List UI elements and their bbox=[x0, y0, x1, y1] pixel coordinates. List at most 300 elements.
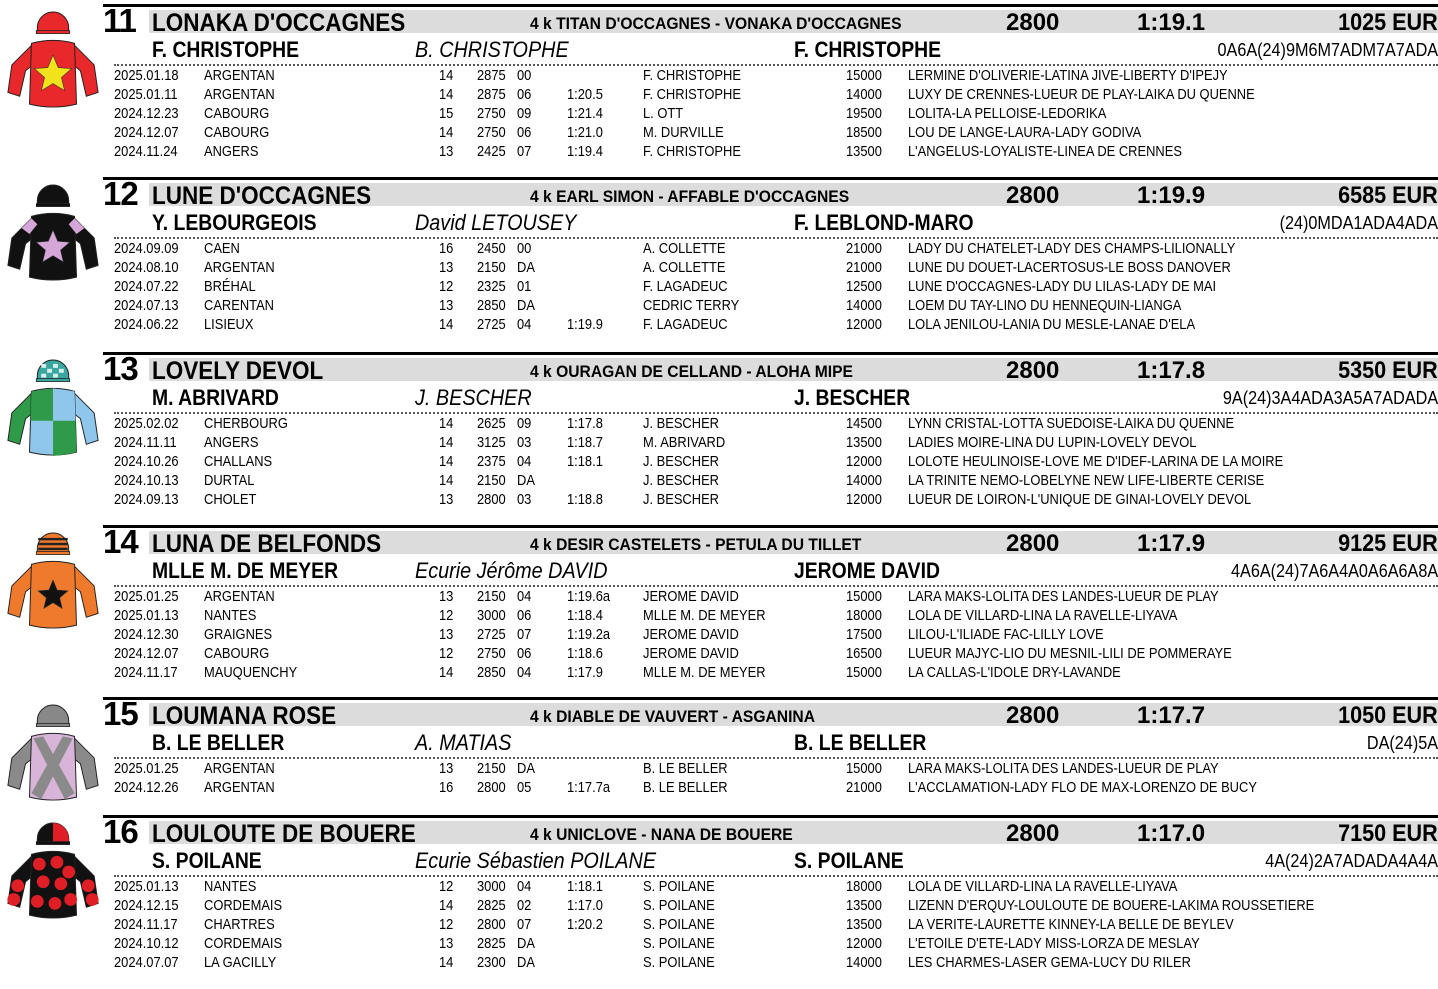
connections-row bbox=[0, 38, 1438, 64]
perf-date: 2024.12.30 bbox=[114, 625, 179, 643]
perf-time: 1:19.4 bbox=[567, 142, 603, 160]
perf-date: 2025.01.25 bbox=[114, 588, 179, 605]
race-distance: 2800 bbox=[1006, 820, 1060, 847]
perf-date: 2024.12.07 bbox=[114, 644, 179, 662]
perf-place: ARGENTAN bbox=[204, 588, 275, 605]
runner-number: 13 bbox=[103, 350, 138, 387]
perf-jockey: M. ABRIVARD bbox=[643, 433, 726, 451]
perf-placement: 04 bbox=[517, 315, 532, 333]
perf-prize: 15000 bbox=[846, 67, 882, 84]
perf-partants: 12 bbox=[439, 878, 454, 895]
driver-name: S. POILANE bbox=[152, 848, 262, 873]
performance-row bbox=[0, 916, 1438, 935]
perf-distance: 2625 bbox=[477, 415, 506, 432]
perf-date: 2024.11.17 bbox=[114, 915, 178, 933]
perf-distance: 2750 bbox=[477, 104, 506, 122]
perf-place: GRAIGNES bbox=[204, 625, 273, 643]
perf-time: 1:19.6a bbox=[567, 588, 611, 605]
perf-distance: 2725 bbox=[477, 625, 506, 643]
perf-placement: 06 bbox=[517, 606, 532, 624]
perf-tierce: LARA MAKS-LOLITA DES LANDES-LUEUR DE PLAY bbox=[908, 588, 1219, 605]
perf-placement: 07 bbox=[517, 915, 532, 933]
perf-date: 2024.12.23 bbox=[114, 104, 179, 122]
perf-prize: 12000 bbox=[846, 490, 882, 508]
dotted-divider bbox=[114, 875, 1438, 877]
perf-partants: 13 bbox=[439, 258, 454, 276]
perf-distance: 2800 bbox=[477, 915, 506, 933]
runner-number: 11 bbox=[103, 2, 136, 39]
driver-name: B. LE BELLER bbox=[152, 730, 285, 755]
perf-tierce: L'ETOILE D'ETE-LADY MISS-LORZA DE MESLAY bbox=[908, 934, 1200, 952]
perf-place: NANTES bbox=[204, 606, 257, 624]
perf-place: MAUQUENCHY bbox=[204, 663, 298, 681]
perf-place: CORDEMAIS bbox=[204, 934, 283, 952]
earnings: 7150 EUR bbox=[1338, 820, 1438, 847]
perf-distance: 2725 bbox=[477, 315, 506, 333]
owner-name: A. MATIAS bbox=[415, 730, 512, 755]
runner-number: 15 bbox=[103, 695, 138, 732]
perf-partants: 14 bbox=[439, 433, 454, 451]
perf-date: 2025.01.18 bbox=[114, 67, 179, 84]
perf-place: ARGENTAN bbox=[204, 67, 275, 84]
perf-prize: 12000 bbox=[846, 934, 882, 952]
perf-placement: DA bbox=[517, 471, 535, 489]
pedigree: 4 k EARL SIMON - AFFABLE D'OCCAGNES bbox=[530, 187, 850, 206]
perf-date: 2024.12.26 bbox=[114, 778, 179, 796]
runner-number: 16 bbox=[103, 813, 138, 850]
perf-place: ARGENTAN bbox=[204, 778, 275, 796]
perf-placement: 06 bbox=[517, 644, 532, 662]
perf-time: 1:18.1 bbox=[567, 878, 603, 895]
horse-name: LOVELY DEVOL bbox=[152, 357, 324, 385]
perf-tierce: LILOU-L'ILIADE FAC-LILLY LOVE bbox=[908, 625, 1104, 643]
perf-partants: 14 bbox=[439, 452, 454, 470]
perf-distance: 2800 bbox=[477, 778, 506, 796]
perf-partants: 14 bbox=[439, 123, 454, 141]
perf-place: CHERBOURG bbox=[204, 415, 288, 432]
perf-tierce: LOLITA-LA PELLOISE-LEDORIKA bbox=[908, 104, 1107, 122]
dotted-divider bbox=[114, 757, 1438, 759]
perf-jockey: J. BESCHER bbox=[643, 452, 719, 470]
performance-row bbox=[0, 143, 1438, 162]
perf-distance: 2825 bbox=[477, 934, 506, 952]
perf-date: 2025.01.25 bbox=[114, 760, 179, 777]
perf-place: CORDEMAIS bbox=[204, 896, 283, 914]
perf-place: CARENTAN bbox=[204, 296, 275, 314]
pedigree: 4 k DESIR CASTELETS - PETULA DU TILLET bbox=[530, 535, 862, 554]
perf-tierce: LUEUR DE LOIRON-L'UNIQUE DE GINAI-LOVELY DEVOL bbox=[908, 490, 1252, 508]
performance-row bbox=[0, 491, 1438, 510]
perf-placement: 03 bbox=[517, 433, 532, 451]
perf-tierce: LOEM DU TAY-LINO DU HENNEQUIN-LIANGA bbox=[908, 296, 1182, 314]
horse-name: LOULOUTE DE BOUERE bbox=[152, 820, 416, 848]
performance-row bbox=[0, 240, 1438, 259]
perf-place: LA GACILLY bbox=[204, 953, 277, 971]
horse-name: LUNE D'OCCAGNES bbox=[152, 182, 372, 210]
perf-partants: 12 bbox=[439, 277, 454, 295]
performance-row bbox=[0, 316, 1438, 335]
perf-prize: 14000 bbox=[846, 953, 882, 971]
perf-jockey: B. LE BELLER bbox=[643, 778, 728, 796]
perf-tierce: LOLA DE VILLARD-LINA LA RAVELLE-LIYAVA bbox=[908, 878, 1178, 895]
performance-row bbox=[0, 472, 1438, 491]
perf-partants: 14 bbox=[439, 315, 454, 333]
perf-distance: 2150 bbox=[477, 760, 506, 777]
record-time: 1:17.0 bbox=[1137, 820, 1206, 847]
perf-jockey: CEDRIC TERRY bbox=[643, 296, 740, 314]
perf-distance: 2375 bbox=[477, 452, 506, 470]
perf-distance: 2825 bbox=[477, 896, 506, 914]
perf-tierce: L'ACCLAMATION-LADY FLO DE MAX-LORENZO DE BUCY bbox=[908, 778, 1257, 796]
perf-time: 1:19.2a bbox=[567, 625, 611, 643]
perf-tierce: LUXY DE CRENNES-LUEUR DE PLAY-LAIKA DU QUENNE bbox=[908, 85, 1255, 103]
record-time: 1:17.8 bbox=[1137, 357, 1206, 384]
perf-partants: 13 bbox=[439, 296, 454, 314]
owner-name: Ecurie Sébastien POILANE bbox=[415, 848, 657, 873]
perf-place: ARGENTAN bbox=[204, 85, 275, 103]
perf-prize: 14500 bbox=[846, 415, 882, 432]
perf-partants: 16 bbox=[439, 240, 454, 257]
performance-row bbox=[0, 664, 1438, 683]
perf-jockey: S. POILANE bbox=[643, 953, 715, 971]
perf-distance: 2150 bbox=[477, 258, 506, 276]
perf-placement: DA bbox=[517, 296, 535, 314]
perf-tierce: L'ANGELUS-LOYALISTE-LINEA DE CRENNES bbox=[908, 142, 1182, 160]
perf-tierce: LOLA JENILOU-LANIA DU MESLE-LANAE D'ELA bbox=[908, 315, 1196, 333]
perf-distance: 2300 bbox=[477, 953, 506, 971]
perf-place: CABOURG bbox=[204, 123, 270, 141]
perf-time: 1:17.7a bbox=[567, 778, 611, 796]
perf-date: 2025.02.02 bbox=[114, 415, 179, 432]
perf-placement: DA bbox=[517, 934, 535, 952]
perf-jockey: S. POILANE bbox=[643, 878, 715, 895]
perf-placement: 06 bbox=[517, 123, 532, 141]
perf-date: 2024.11.24 bbox=[114, 142, 178, 160]
perf-partants: 14 bbox=[439, 85, 454, 103]
perf-placement: 04 bbox=[517, 588, 532, 605]
perf-place: ARGENTAN bbox=[204, 760, 275, 777]
record-time: 1:17.7 bbox=[1137, 702, 1206, 729]
perf-prize: 13500 bbox=[846, 433, 882, 451]
perf-jockey: M. DURVILLE bbox=[643, 123, 724, 141]
perf-tierce: LOLA DE VILLARD-LINA LA RAVELLE-LIYAVA bbox=[908, 606, 1178, 624]
perf-tierce: LYNN CRISTAL-LOTTA SUEDOISE-LAIKA DU QUENNE bbox=[908, 415, 1235, 432]
perf-date: 2024.07.07 bbox=[114, 953, 179, 971]
performance-list bbox=[0, 240, 1438, 334]
driver-name: F. CHRISTOPHE bbox=[152, 37, 300, 62]
performance-row bbox=[0, 415, 1438, 434]
performance-row bbox=[0, 67, 1438, 86]
perf-date: 2024.06.22 bbox=[114, 315, 179, 333]
earnings: 9125 EUR bbox=[1338, 530, 1438, 557]
performance-row bbox=[0, 278, 1438, 297]
form-string: 4A6A(24)7A6A4A0A6A6A8A bbox=[1230, 561, 1438, 581]
perf-prize: 15000 bbox=[846, 588, 882, 605]
perf-placement: 00 bbox=[517, 240, 532, 257]
driver-name: M. ABRIVARD bbox=[152, 385, 279, 410]
earnings: 1025 EUR bbox=[1338, 9, 1438, 36]
perf-tierce: LARA MAKS-LOLITA DES LANDES-LUEUR DE PLAY bbox=[908, 760, 1219, 777]
perf-time: 1:19.9 bbox=[567, 315, 603, 333]
pedigree: 4 k DIABLE DE VAUVERT - ASGANINA bbox=[530, 707, 816, 726]
perf-date: 2024.10.26 bbox=[114, 452, 179, 470]
silks-cap bbox=[37, 185, 68, 205]
perf-partants: 14 bbox=[439, 67, 454, 84]
perf-tierce: LOU DE LANGE-LAURA-LADY GODIVA bbox=[908, 123, 1142, 141]
perf-prize: 17500 bbox=[846, 625, 882, 643]
perf-partants: 14 bbox=[439, 415, 454, 432]
perf-jockey: J. BESCHER bbox=[643, 471, 719, 489]
perf-place: LISIEUX bbox=[204, 315, 254, 333]
perf-place: CAEN bbox=[204, 240, 240, 257]
header-rule bbox=[103, 815, 1438, 818]
header-rule bbox=[103, 697, 1438, 700]
perf-placement: DA bbox=[517, 760, 535, 777]
perf-partants: 14 bbox=[439, 953, 454, 971]
perf-partants: 13 bbox=[439, 142, 454, 160]
header-rule bbox=[103, 525, 1438, 528]
perf-time: 1:18.8 bbox=[567, 490, 603, 508]
perf-distance: 3000 bbox=[477, 606, 506, 624]
connections-row bbox=[0, 386, 1438, 412]
perf-tierce: LUNE D'OCCAGNES-LADY DU LILAS-LADY DE MAI bbox=[908, 277, 1217, 295]
perf-jockey: F. CHRISTOPHE bbox=[643, 85, 741, 103]
perf-jockey: B. LE BELLER bbox=[643, 760, 728, 777]
perf-jockey: S. POILANE bbox=[643, 915, 715, 933]
form-string: 4A(24)2A7ADADA4A4A bbox=[1265, 851, 1438, 871]
perf-jockey: JEROME DAVID bbox=[643, 588, 739, 605]
perf-time: 1:18.7 bbox=[567, 433, 603, 451]
perf-prize: 15000 bbox=[846, 663, 882, 681]
header-rule bbox=[103, 4, 1438, 7]
perf-place: CHARTRES bbox=[204, 915, 275, 933]
perf-placement: DA bbox=[517, 953, 535, 971]
perf-place: DURTAL bbox=[204, 471, 255, 489]
performance-row bbox=[0, 434, 1438, 453]
perf-partants: 12 bbox=[439, 915, 454, 933]
perf-placement: 04 bbox=[517, 878, 532, 895]
perf-jockey: S. POILANE bbox=[643, 934, 715, 952]
perf-distance: 2450 bbox=[477, 240, 506, 257]
pedigree: 4 k TITAN D'OCCAGNES - VONAKA D'OCCAGNES bbox=[530, 14, 902, 33]
perf-prize: 18000 bbox=[846, 606, 882, 624]
perf-partants: 14 bbox=[439, 471, 454, 489]
pedigree: 4 k UNICLOVE - NANA DE BOUERE bbox=[530, 825, 793, 844]
perf-partants: 14 bbox=[439, 896, 454, 914]
perf-place: ARGENTAN bbox=[204, 258, 275, 276]
perf-place: ANGERS bbox=[204, 433, 259, 451]
perf-time: 1:20.2 bbox=[567, 915, 603, 933]
performance-list bbox=[0, 760, 1438, 798]
perf-place: CHALLANS bbox=[204, 452, 273, 470]
performance-row bbox=[0, 626, 1438, 645]
perf-time: 1:18.6 bbox=[567, 644, 603, 662]
perf-tierce: LADIES MOIRE-LINA DU LUPIN-LOVELY DEVOL bbox=[908, 433, 1197, 451]
perf-place: CHOLET bbox=[204, 490, 257, 508]
trainer-name: JEROME DAVID bbox=[794, 558, 940, 583]
performance-row bbox=[0, 297, 1438, 316]
performance-list bbox=[0, 415, 1438, 509]
perf-tierce: LUEUR MAJYC-LIO DU MESNIL-LILI DE POMMERAYE bbox=[908, 644, 1232, 662]
horse-name: LUNA DE BELFONDS bbox=[152, 530, 382, 558]
perf-date: 2024.11.17 bbox=[114, 663, 178, 681]
perf-prize: 14000 bbox=[846, 296, 882, 314]
perf-placement: 03 bbox=[517, 490, 532, 508]
perf-prize: 13500 bbox=[846, 915, 882, 933]
perf-distance: 2750 bbox=[477, 644, 506, 662]
performance-row bbox=[0, 453, 1438, 472]
perf-jockey: F. CHRISTOPHE bbox=[643, 142, 741, 160]
perf-date: 2024.08.10 bbox=[114, 258, 179, 276]
perf-distance: 2850 bbox=[477, 296, 506, 314]
perf-jockey: JEROME DAVID bbox=[643, 625, 739, 643]
perf-placement: 02 bbox=[517, 896, 532, 914]
perf-prize: 13500 bbox=[846, 896, 882, 914]
trainer-name: F. CHRISTOPHE bbox=[794, 37, 942, 62]
perf-distance: 3125 bbox=[477, 433, 506, 451]
perf-jockey: MLLE M. DE MEYER bbox=[643, 663, 766, 681]
perf-jockey: JEROME DAVID bbox=[643, 644, 739, 662]
connections-row bbox=[0, 211, 1438, 237]
race-distance: 2800 bbox=[1006, 357, 1060, 384]
perf-distance: 2875 bbox=[477, 67, 506, 84]
perf-distance: 3000 bbox=[477, 878, 506, 895]
perf-date: 2024.10.13 bbox=[114, 471, 179, 489]
runner-number: 12 bbox=[103, 175, 138, 212]
driver-name: MLLE M. DE MEYER bbox=[152, 558, 339, 583]
perf-distance: 2875 bbox=[477, 85, 506, 103]
perf-jockey: A. COLLETTE bbox=[643, 258, 726, 276]
perf-jockey: L. OTT bbox=[643, 104, 684, 122]
perf-jockey: F. LAGADEUC bbox=[643, 277, 728, 295]
dotted-divider bbox=[114, 412, 1438, 414]
perf-partants: 13 bbox=[439, 760, 454, 777]
perf-partants: 16 bbox=[439, 778, 454, 796]
performance-row bbox=[0, 760, 1438, 779]
performance-row bbox=[0, 105, 1438, 124]
perf-placement: 06 bbox=[517, 85, 532, 103]
race-distance: 2800 bbox=[1006, 530, 1060, 557]
perf-place: CABOURG bbox=[204, 104, 270, 122]
trainer-name: S. POILANE bbox=[794, 848, 904, 873]
performance-row bbox=[0, 259, 1438, 278]
perf-prize: 21000 bbox=[846, 258, 882, 276]
perf-tierce: LUNE DU DOUET-LACERTOSUS-LE BOSS DANOVER bbox=[908, 258, 1231, 276]
perf-placement: 04 bbox=[517, 452, 532, 470]
perf-time: 1:18.1 bbox=[567, 452, 603, 470]
perf-date: 2025.01.13 bbox=[114, 606, 179, 624]
perf-time: 1:20.5 bbox=[567, 85, 603, 103]
perf-tierce: LIZENN D'ERQUY-LOULOUTE DE BOUERE-LAKIMA ROUSSETIERE bbox=[908, 896, 1315, 914]
perf-tierce: LA VERITE-LAURETTE KINNEY-LA BELLE DE BEYLEV bbox=[908, 915, 1234, 933]
perf-prize: 21000 bbox=[846, 240, 882, 257]
owner-name: Ecurie Jérôme DAVID bbox=[415, 558, 608, 583]
performance-row bbox=[0, 645, 1438, 664]
perf-date: 2024.09.09 bbox=[114, 240, 179, 257]
perf-prize: 14000 bbox=[846, 85, 882, 103]
perf-tierce: LES CHARMES-LASER GEMA-LUCY DU RILER bbox=[908, 953, 1191, 971]
perf-prize: 21000 bbox=[846, 778, 882, 796]
performance-row bbox=[0, 607, 1438, 626]
perf-prize: 12000 bbox=[846, 452, 882, 470]
performance-row bbox=[0, 124, 1438, 143]
perf-date: 2025.01.13 bbox=[114, 878, 179, 895]
perf-distance: 2850 bbox=[477, 663, 506, 681]
perf-placement: 01 bbox=[517, 277, 532, 295]
perf-distance: 2425 bbox=[477, 142, 506, 160]
performance-list bbox=[0, 588, 1438, 682]
perf-prize: 18000 bbox=[846, 878, 882, 895]
perf-jockey: S. POILANE bbox=[643, 896, 715, 914]
perf-date: 2024.11.11 bbox=[114, 433, 177, 451]
perf-tierce: LA TRINITE NEMO-LOBELYNE NEW LIFE-LIBERTE CERISE bbox=[908, 471, 1265, 489]
perf-jockey: J. BESCHER bbox=[643, 415, 719, 432]
perf-placement: 09 bbox=[517, 104, 532, 122]
connections-row bbox=[0, 731, 1438, 757]
perf-time: 1:18.4 bbox=[567, 606, 603, 624]
perf-date: 2025.01.11 bbox=[114, 85, 178, 103]
performance-row bbox=[0, 935, 1438, 954]
runner-number: 14 bbox=[103, 523, 138, 560]
connections-row bbox=[0, 849, 1438, 875]
perf-jockey: MLLE M. DE MEYER bbox=[643, 606, 766, 624]
perf-distance: 2800 bbox=[477, 490, 506, 508]
perf-tierce: LA CALLAS-L'IDOLE DRY-LAVANDE bbox=[908, 663, 1121, 681]
perf-distance: 2750 bbox=[477, 123, 506, 141]
perf-prize: 19500 bbox=[846, 104, 882, 122]
earnings: 6585 EUR bbox=[1338, 182, 1438, 209]
trainer-name: J. BESCHER bbox=[794, 385, 911, 410]
perf-place: ANGERS bbox=[204, 142, 259, 160]
performance-row bbox=[0, 897, 1438, 916]
perf-tierce: LOLOTE HEULINOISE-LOVE ME D'IDEF-LARINA DE LA MOIRE bbox=[908, 452, 1284, 470]
perf-date: 2024.09.13 bbox=[114, 490, 179, 508]
perf-partants: 12 bbox=[439, 644, 454, 662]
perf-jockey: F. LAGADEUC bbox=[643, 315, 728, 333]
owner-name: David LETOUSEY bbox=[415, 210, 577, 235]
record-time: 1:19.1 bbox=[1137, 9, 1206, 36]
perf-date: 2024.07.22 bbox=[114, 277, 179, 295]
trainer-name: F. LEBLOND-MARO bbox=[794, 210, 974, 235]
perf-placement: 07 bbox=[517, 142, 532, 160]
perf-prize: 16500 bbox=[846, 644, 882, 662]
perf-distance: 2150 bbox=[477, 588, 506, 605]
performance-row bbox=[0, 878, 1438, 897]
owner-name: J. BESCHER bbox=[415, 385, 532, 410]
perf-placement: 00 bbox=[517, 67, 532, 84]
performance-list bbox=[0, 67, 1438, 161]
perf-prize: 12500 bbox=[846, 277, 882, 295]
perf-placement: DA bbox=[517, 258, 535, 276]
perf-place: CABOURG bbox=[204, 644, 270, 662]
perf-partants: 14 bbox=[439, 663, 454, 681]
horse-name: LONAKA D'OCCAGNES bbox=[152, 9, 406, 37]
form-string: (24)0MDA1ADA4ADA bbox=[1279, 213, 1438, 233]
perf-distance: 2150 bbox=[477, 471, 506, 489]
header-rule bbox=[103, 352, 1438, 355]
race-distance: 2800 bbox=[1006, 182, 1060, 209]
perf-placement: 05 bbox=[517, 778, 532, 796]
performance-row bbox=[0, 954, 1438, 973]
form-string: 9A(24)3A4ADA3A5A7ADADA bbox=[1222, 388, 1438, 408]
earnings: 5350 EUR bbox=[1338, 357, 1438, 384]
dotted-divider bbox=[114, 585, 1438, 587]
record-time: 1:17.9 bbox=[1137, 530, 1206, 557]
perf-time: 1:17.0 bbox=[567, 896, 603, 914]
perf-partants: 13 bbox=[439, 588, 454, 605]
dotted-divider bbox=[114, 64, 1438, 66]
perf-jockey: A. COLLETTE bbox=[643, 240, 726, 257]
